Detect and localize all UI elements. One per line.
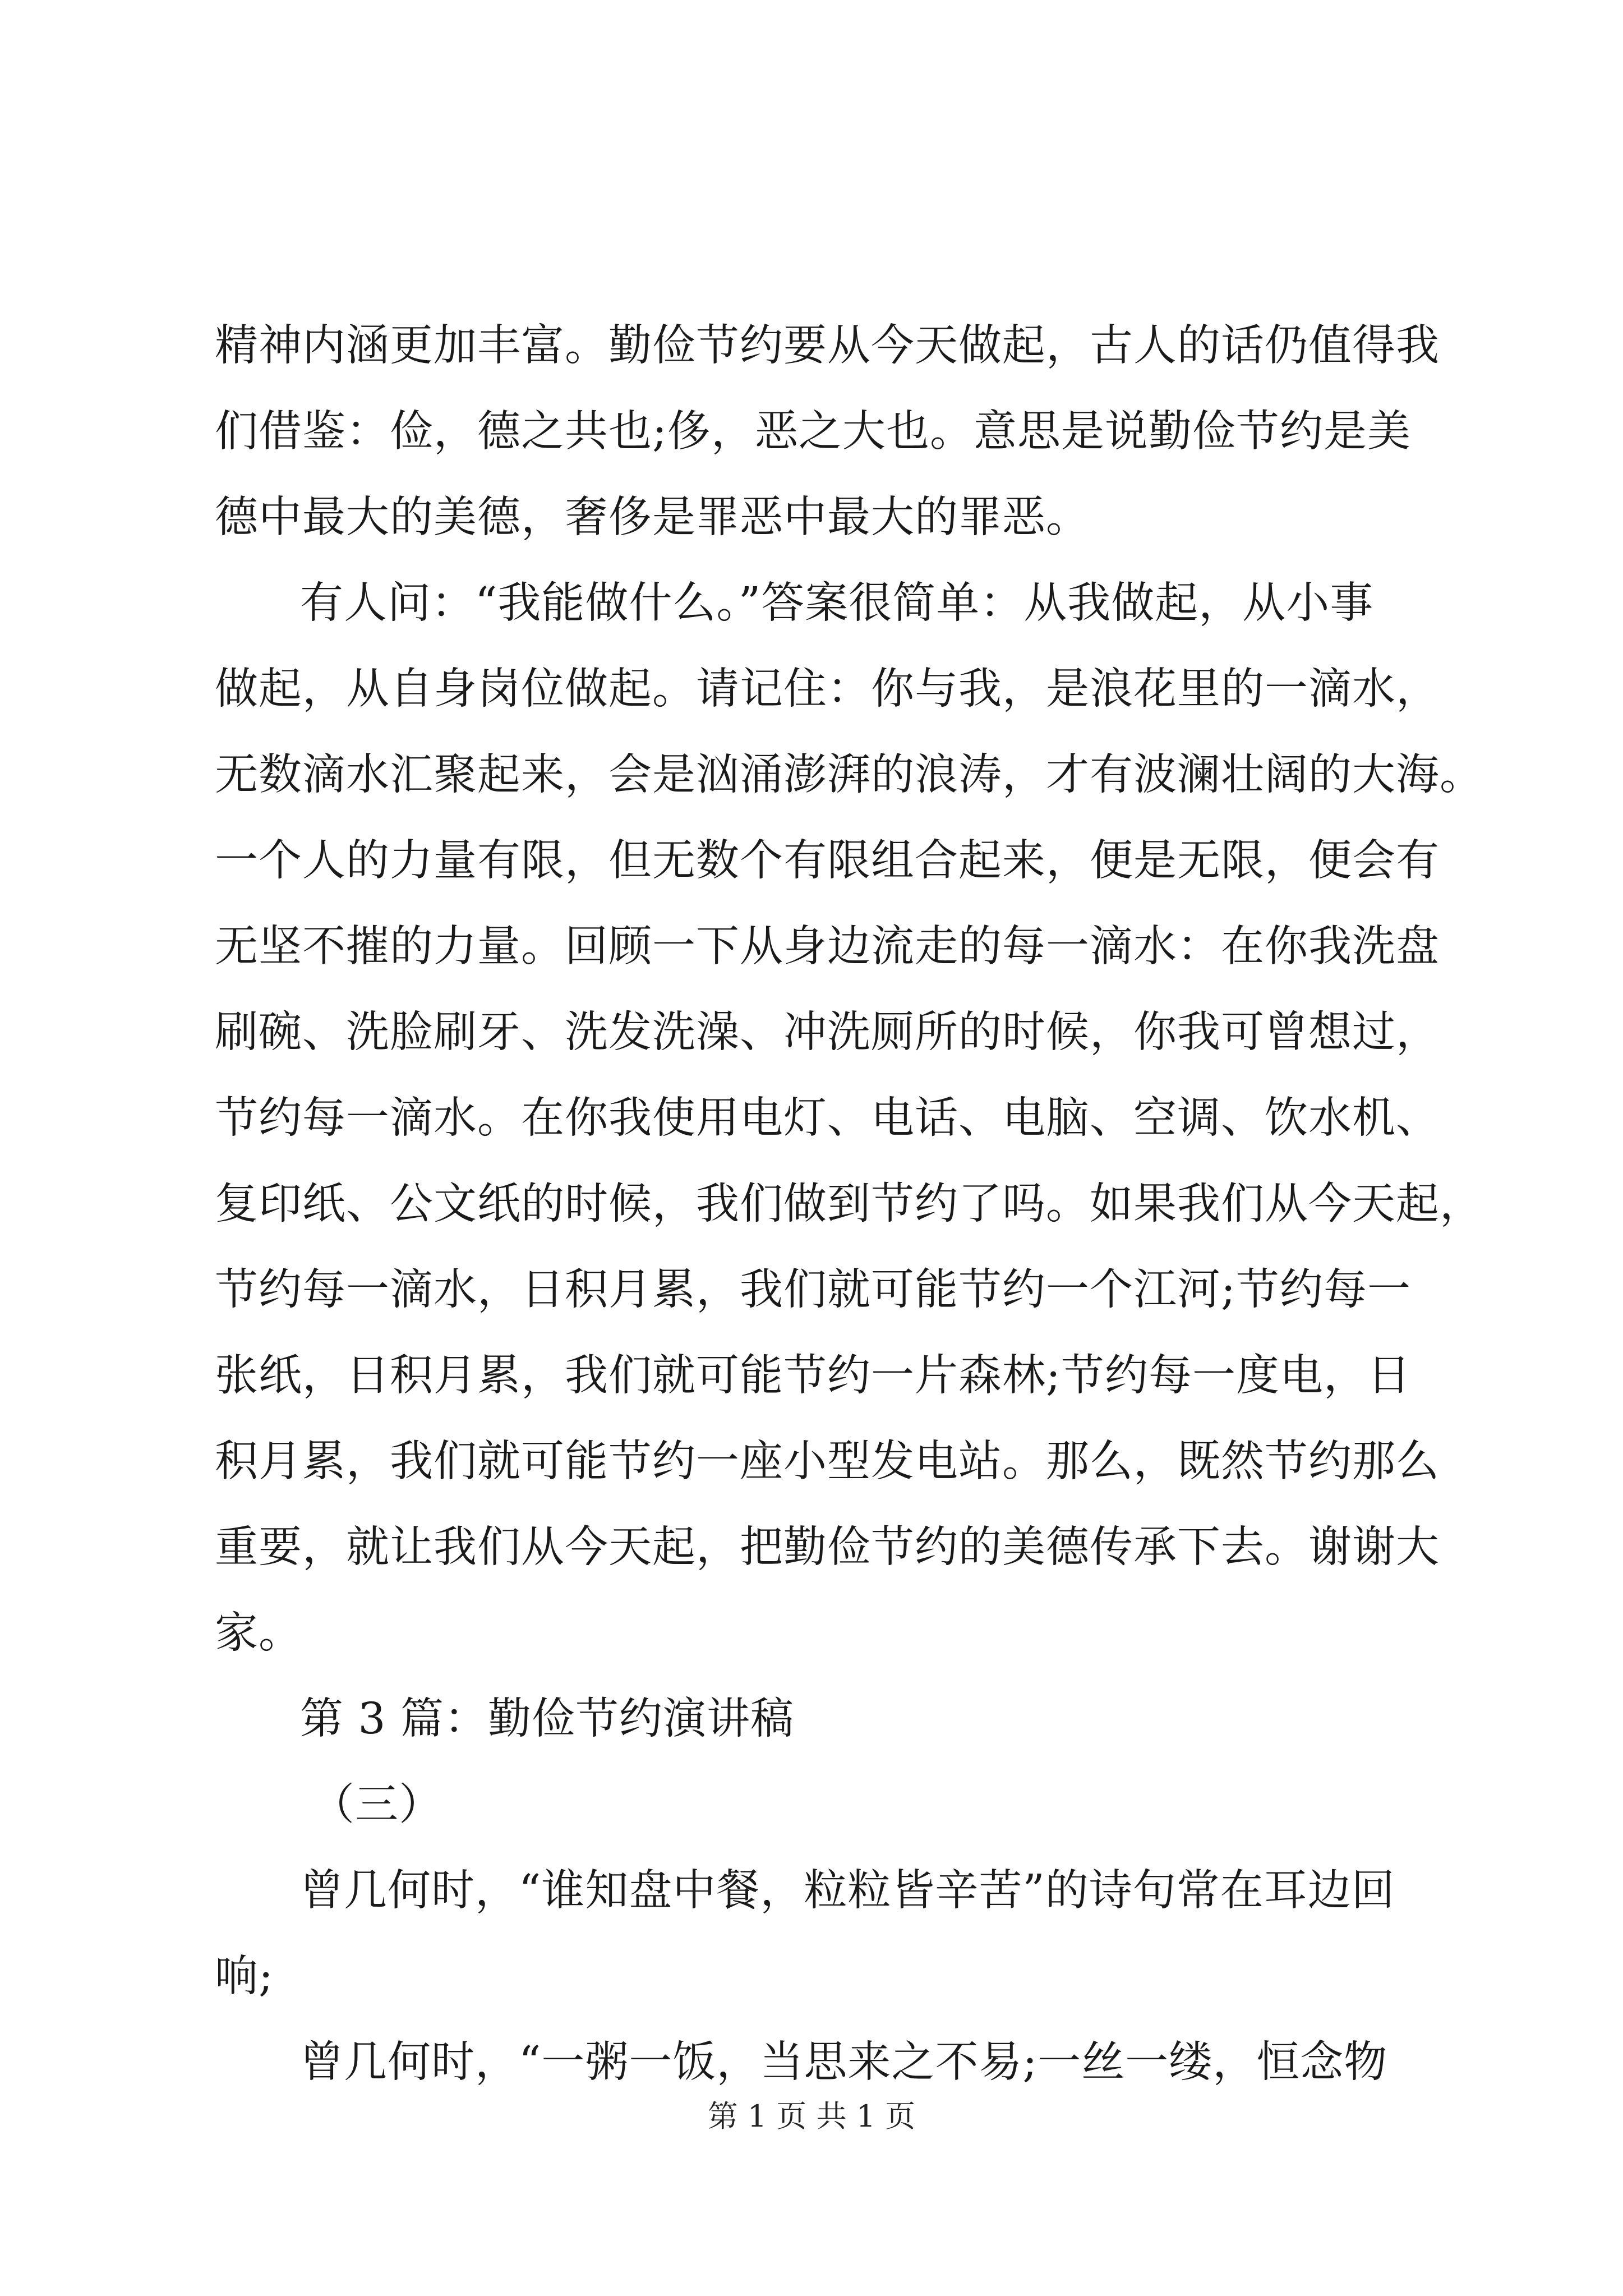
section-subheading: （三） bbox=[311, 1780, 442, 1830]
paragraph-line: 做起，从自身岗位做起。请记住：你与我，是浪花里的一滴水， bbox=[215, 664, 1440, 714]
paragraph-line: 有人问：“我能做什么。”答案很简单：从我做起，从小事 bbox=[300, 578, 1374, 628]
page-number-label: 第 1 页 共 1 页 bbox=[707, 2099, 916, 2134]
paragraph-line: 们借鉴：俭，德之共也;侈，恶之大也。意思是说勤俭节约是美 bbox=[215, 407, 1411, 457]
paragraph-line: 无坚不摧的力量。回顾一下从身边流走的每一滴水：在你我洗盘 bbox=[215, 922, 1440, 972]
paragraph-line: 重要，就让我们从今天起，把勤俭节约的美德传承下去。谢谢大 bbox=[215, 1522, 1440, 1572]
paragraph-line: 张纸，日积月累，我们就可能节约一片森林;节约每一度电，日 bbox=[215, 1351, 1411, 1401]
paragraph-line: 节约每一滴水。在你我使用电灯、电话、电脑、空调、饮水机、 bbox=[215, 1093, 1440, 1143]
document-body bbox=[215, 303, 1483, 2105]
paragraph-line: 无数滴水汇聚起来，会是汹涌澎湃的浪涛，才有波澜壮阔的大海。 bbox=[215, 750, 1483, 800]
paragraph-line: 积月累，我们就可能节约一座小型发电站。那么，既然节约那么 bbox=[215, 1437, 1440, 1487]
paragraph-line: 曾几何时，“谁知盘中餐，粒粒皆辛苦”的诗句常在耳边回 bbox=[300, 1866, 1395, 1916]
paragraph-line: 响; bbox=[215, 1952, 274, 2001]
paragraph-line: 复印纸、公文纸的时候，我们做到节约了吗。如果我们从今天起， bbox=[215, 1179, 1483, 1229]
paragraph-line: 曾几何时，“一粥一饭，当思来之不易;一丝一缕，恒念物 bbox=[300, 2037, 1388, 2087]
page-footer bbox=[0, 2097, 1623, 2136]
section-heading: 第 3 篇：勤俭节约演讲稿 bbox=[300, 1694, 794, 1744]
paragraph-line: 一个人的力量有限，但无数个有限组合起来，便是无限，便会有 bbox=[215, 836, 1440, 886]
paragraph-line: 精神内涵更加丰富。勤俭节约要从今天做起，古人的话仍值得我 bbox=[215, 321, 1440, 371]
paragraph-line: 德中最大的美德，奢侈是罪恶中最大的罪恶。 bbox=[215, 493, 1090, 542]
paragraph-line: 刷碗、洗脸刷牙、洗发洗澡、冲洗厕所的时候，你我可曾想过， bbox=[215, 1007, 1440, 1057]
paragraph-line: 节约每一滴水，日积月累，我们就可能节约一个江河;节约每一 bbox=[215, 1265, 1411, 1315]
paragraph-line: 家。 bbox=[215, 1608, 302, 1658]
